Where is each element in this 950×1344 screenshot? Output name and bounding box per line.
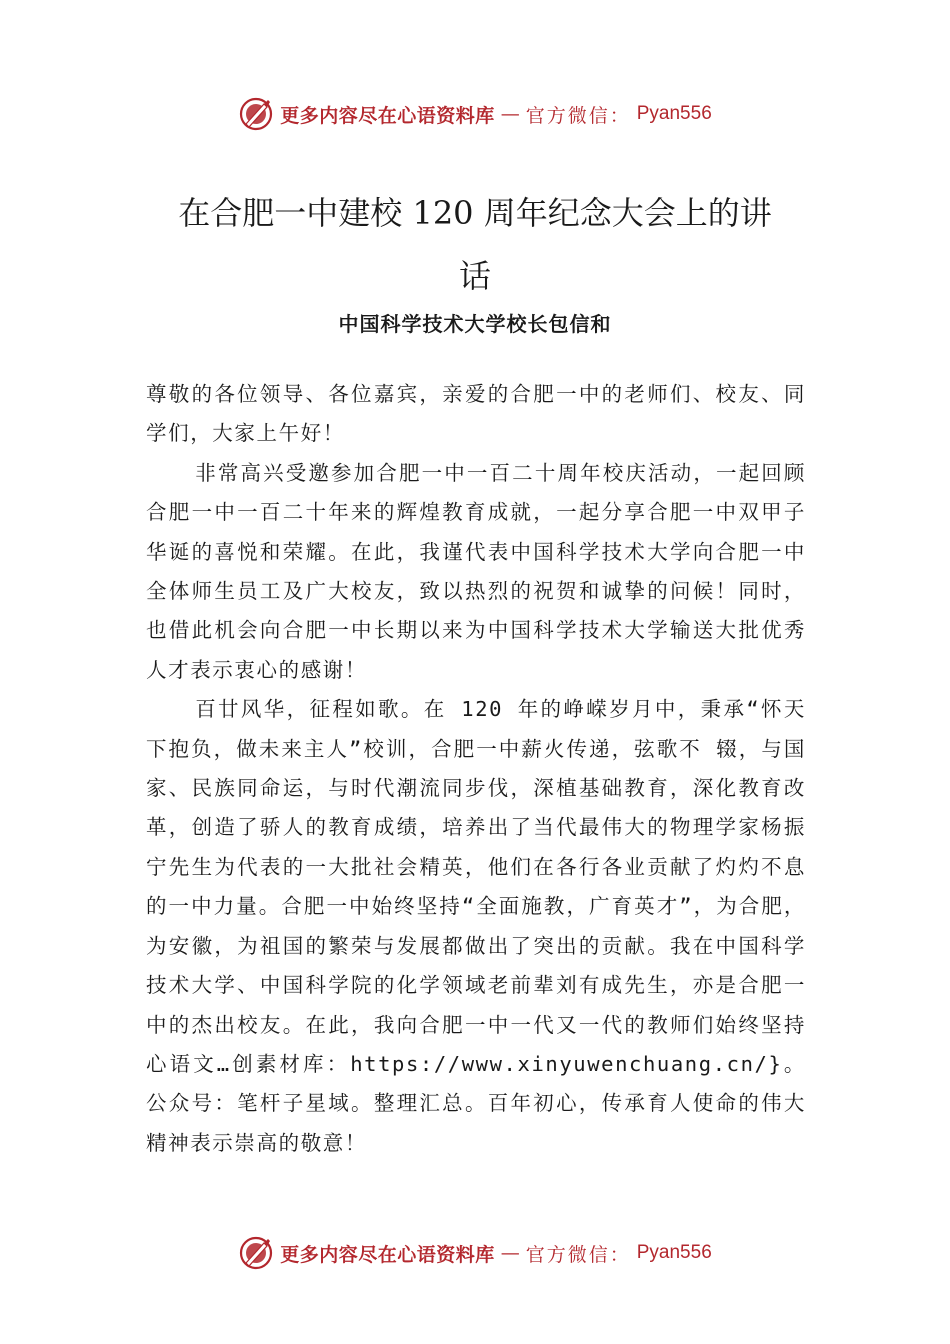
- banner-official-label: 官方微信：: [525, 104, 631, 127]
- banner-main-text: 更多内容尽在心语资料库: [280, 1243, 495, 1266]
- banner-wechat-id: Pyan556: [636, 103, 712, 124]
- paragraph-congratulations: 非常高兴受邀参加合肥一中一百二十周年校庆活动，一起回顾合肥一中一百二十年来的辉煌教育成就，一起分享合肥一中双甲子华诞的喜悦和荣耀。在此，我谨代表中国科学技术大学向合肥一中全体师生员工及广大校友，致以热烈的祝贺和诚挚的问候！同时，也借此机会向合肥一中长期以来为中国科学技术大学输送大批优秀人才表示衷心的感谢！: [146, 460, 806, 682]
- banner-main-text: 更多内容尽在心语资料库: [280, 104, 495, 127]
- paragraph-greeting: 尊敬的各位领导、各位嘉宾，亲爱的合肥一中的老师们、校友、同学们，大家上午好！: [146, 382, 806, 446]
- footer-banner: [0, 1233, 950, 1273]
- banner-official-label: 官方微信：: [525, 1243, 631, 1266]
- pen-logo-icon: [238, 1235, 274, 1271]
- document-subtitle: 中国科学技术大学校长包信和: [338, 312, 612, 336]
- banner-dash: —: [500, 1242, 520, 1264]
- document-title-line1: 在合肥一中建校 120 周年纪念大会上的讲: [178, 194, 772, 232]
- paragraph-history: 百廿风华，征程如歌。在 120 年的峥嵘岁月中，秉承“怀天下抱负，做未来主人”校训，合肥一中薪火传递，弦歌不 辍，与国家、民族同命运，与时代潮流同步伐，深植基础教育，深化教育改革，创造了骄人的教育成绩，培养出了当代最伟大的物理学家杨振宁先生为代表的一大批社会精英，他们在各行各业贡献了灼灼不息的一中力量。合肥一中始终坚持“全面施教，广育英才”，为合肥，为安徽，为祖国的繁荣与发展都做出了突出的贡献。我在中国科学技术大学、中国科学院的化学领域老前辈刘有成先生，亦是合肥一中的杰出校友。在此，我向合肥一中一代又一代的教师们始终坚持心语文…创素材库：https://www.xinyuwenchuang.cn/}。公众号：笔杆子星域。整理汇总。百年初心，传承育人使命的伟大精神表示崇高的敬意！: [146, 697, 806, 1155]
- document-title-line2: 话: [458, 257, 491, 295]
- banner-wechat-id: Pyan556: [636, 1242, 712, 1263]
- banner-dash: —: [500, 103, 520, 125]
- pen-logo-icon: [238, 96, 274, 132]
- document-body: [146, 375, 806, 1163]
- header-banner: [0, 94, 950, 134]
